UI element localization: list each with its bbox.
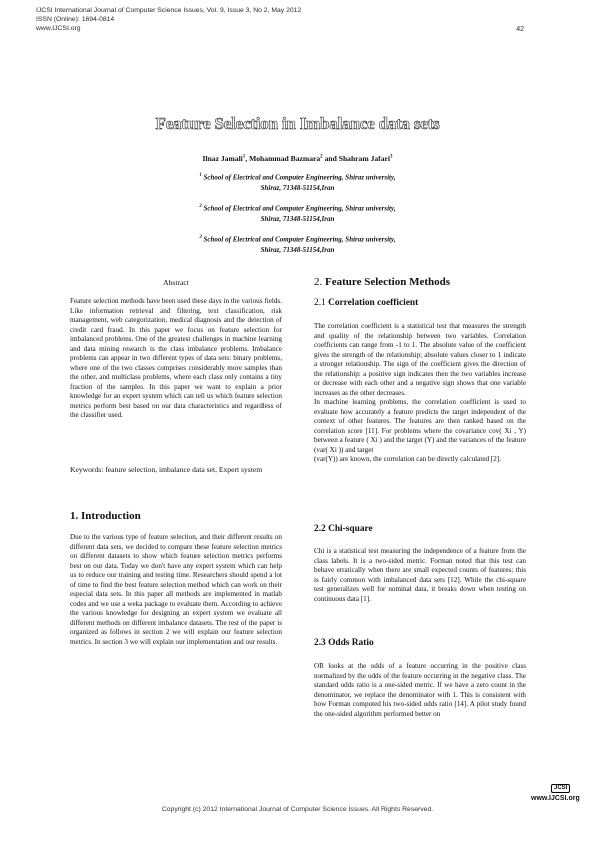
copyright-footer: Copyright (c) 2012 International Journal of Computer Science Issues. All Rights Reserved. bbox=[161, 806, 434, 813]
correlation-paragraph-1: The correlation coefficient is a statistical test that measures the strength and quality of the relationship between two variables. Correlation coefficients can range from -1 to 1. The absolute value of the coefficient gives the strength of the relationship; absolute values closer to 1 indicate a stronger relationship. The sign of the coefficient gives the direction of the relationship: a positive sign indicates then the two variables increase or decrease with each other and a negative sign shows that one variable increases as the other decreases. bbox=[314, 322, 526, 397]
author-1: Ilnaz Jamali bbox=[202, 154, 243, 163]
paper-title: Feature Selection in Imbalance data sets bbox=[155, 114, 440, 133]
author-2: Mohammad Bazmara bbox=[249, 154, 321, 163]
affiliation-line: Shiraz, 71348-51154,Iran bbox=[260, 245, 335, 254]
introduction-paragraph: Due to the various type of feature selection, and their different results on different data sets, we decided to compare these feature selection metrics on different datasets to show which feature selection metrics performs best on our data. Today we don't have any expert system which can help us to reduce our training and testing time. Researchers should spend a lot of time to find the best feature selection method which can work on their especial data sets. In this paper all methods are implemented in matlab codes and we use a weka package to evaluate them. According to achieve the various knowledge for designing an expert system we evaluate all different methods on different imbalance datasets. The rest of the paper is organized as follows in section 2 we will explain our feature selection metrics. In section 3 we will explain our implementation and our results. bbox=[70, 533, 282, 646]
affiliation-sup: 1 bbox=[199, 173, 202, 178]
subsection-number: 2.1 bbox=[314, 298, 326, 308]
correlation-paragraph-3: (var(Y)) are known, the correlation can be directly calculated [2]. bbox=[314, 455, 501, 463]
running-header bbox=[36, 7, 301, 33]
keywords-label: Keywords: bbox=[70, 465, 104, 474]
affiliation-line: School of Electrical and Computer Engineering, Shiraz university, bbox=[203, 235, 396, 244]
odds-ratio-text bbox=[314, 662, 526, 719]
issn-line: ISSN (Online): 1694-0814 bbox=[36, 15, 115, 23]
affiliation-sup: 3 bbox=[199, 235, 202, 240]
abstract-text bbox=[70, 297, 282, 421]
affiliation-line: Shiraz, 71348-51154,Iran bbox=[260, 183, 335, 192]
journal-url[interactable]: www.IJCSI.org bbox=[36, 24, 81, 32]
chi-square-text bbox=[314, 547, 526, 604]
section-2-title: Feature Selection Methods bbox=[325, 276, 451, 288]
author-2-sup: 2 bbox=[320, 154, 323, 160]
subsection-2-2-heading: 2.2 Chi-square bbox=[314, 524, 373, 534]
journal-line: IJCSI International Journal of Computer Science Issues, Vol. 9, Issue 3, No 2, May 2012 bbox=[36, 7, 302, 14]
section-2-number: 2. bbox=[314, 276, 323, 288]
logo-mark: JCSI bbox=[551, 784, 570, 793]
keywords bbox=[70, 465, 282, 475]
section-2-heading bbox=[314, 276, 450, 288]
affiliation-sup: 2 bbox=[199, 204, 202, 209]
author-sep: , bbox=[245, 154, 250, 163]
correlation-text bbox=[314, 322, 526, 465]
abstract-paragraph: Feature selection methods have been used these days in the various fields. Like information retrieval and filtering, text classification, risk management, web categorization, medical diagnosis and the detection of credit card fraud. In this paper we focus on feature selection for imbalanced problems. One of the greatest challenges in machine learning and data mining research is the class imbalance problems. Imbalance problems can appear in two different types of data sets: binary problems, where one of the two classes comprises considerably more samples than the other, and multiclass problems, where each class only contains a tiny fraction of the samples. In this paper we want to explain a prior knowledge for an expert system which can tell us which feature selection metrics perform best based on our data characteristics and regardless of the classifier used. bbox=[70, 297, 282, 419]
affiliation-line: Shiraz, 71348-51154,Iran bbox=[260, 214, 335, 223]
author-line bbox=[0, 154, 595, 163]
chi-square-paragraph: Chi is a statistical test measuring the independence of a feature from the class labels. It is a two-sided metric. Forman noted that this test can behave erratically when there are small expected counts of features; this is fairly common with imbalanced data sets [12]. While the chi-square test generalizes well for nominal data, it breaks down when testing on continuous data [1]. bbox=[314, 547, 526, 603]
author-3: Shahram Jafari bbox=[338, 154, 390, 163]
subsection-2-1-heading bbox=[314, 298, 418, 308]
author-1-sup: 1 bbox=[242, 154, 246, 160]
keywords-text: feature selection, imbalance data set, Expert system bbox=[103, 465, 263, 474]
introduction-text bbox=[70, 533, 282, 647]
correlation-paragraph-2: In machine learning problems, the correlation coefficient is used to evaluate how accurately a feature predicts the target independent of the context of other features. The features are then ranked based on the correlation score [11]. For problems where the covariance cov( Xi , Y) between a feature ( Xi ) and the target (Y) and the variances of the feature (var( Xi )) and target bbox=[314, 398, 526, 454]
section-1-heading: 1. Introduction bbox=[70, 510, 141, 522]
logo-url[interactable]: www.IJCSI.org bbox=[531, 795, 580, 802]
ijcsi-logo bbox=[531, 784, 580, 806]
affiliation-1 bbox=[0, 171, 595, 193]
subsection-2-3-heading: 2.3 Odds Ratio bbox=[314, 638, 374, 648]
affiliation-line: School of Electrical and Computer Engineering, Shiraz university, bbox=[203, 204, 396, 213]
affiliation-2 bbox=[0, 202, 595, 224]
odds-ratio-paragraph: OR looks at the odds of a feature occurring in the positive class normalized by the odds of the feature occurring in the negative class. The standard odds ratio is a one-sided metric. If we have a zero count in the denominator, we replace the denominator with 1. This is consistent with how Forman computed his two-sided odds ratio [14]. A pilot study found the one-sided algorithm performed better on bbox=[314, 662, 526, 718]
author-sep: and bbox=[322, 154, 339, 163]
page-number: 42 bbox=[516, 26, 524, 33]
affiliation-line: School of Electrical and Computer Engineering, Shiraz university, bbox=[203, 173, 396, 182]
affiliation-3 bbox=[0, 233, 595, 255]
author-3-sup: 3 bbox=[389, 154, 393, 160]
abstract-heading: Abstract bbox=[163, 278, 189, 287]
subsection-title: Correlation coefficient bbox=[328, 298, 419, 308]
